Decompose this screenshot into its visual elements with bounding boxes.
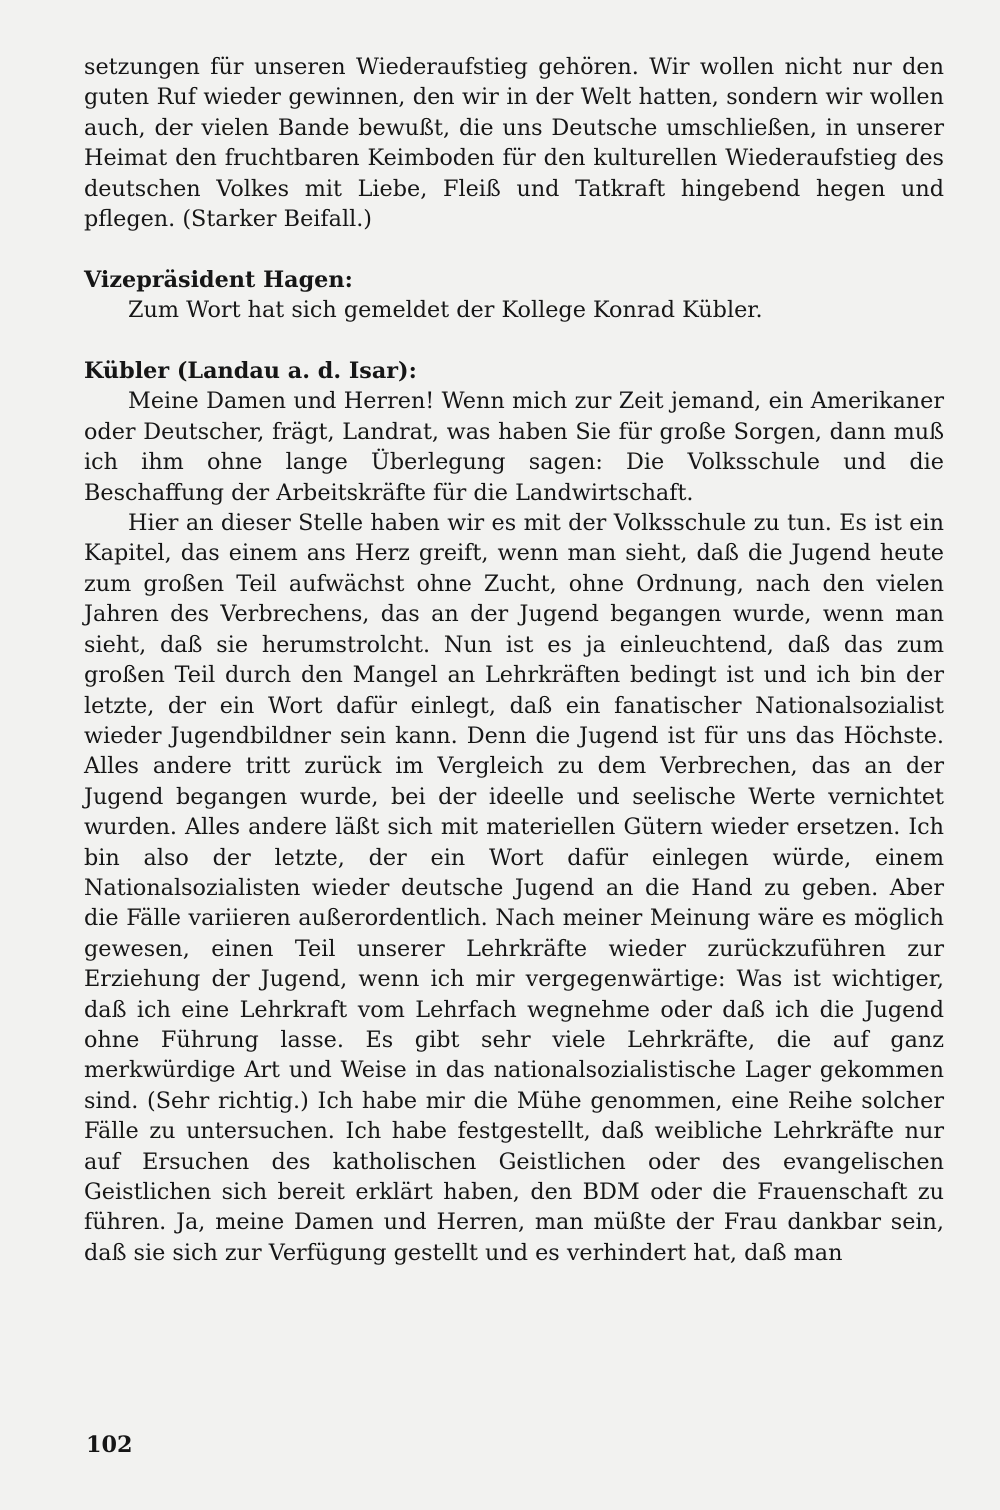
paragraph-2: Zum Wort hat sich gemeldet der Kollege Konrad Kübler.	[128, 297, 763, 324]
speaker-heading-kuebler: Kübler (Landau a. d. Isar):	[84, 358, 417, 385]
page-body	[84, 52, 944, 1268]
paragraph-4: Hier an dieser Stelle haben wir es mit der Volksschule zu tun. Es ist ein Kapitel, das einem ans Herz greift, wenn man sieht, daß die Jugend heute zum großen Teil aufwächst ohne Zucht, ohne Ordnung, nach den vielen Jahren des Verbrechens, das an der Jugend begangen wurde, wenn man sieht, daß sie herumstrolcht. Nun ist es ja einleuchtend, daß das zum großen Teil durch den Mangel an Lehrkräften bedingt ist und ich bin der letzte, der ein Wort dafür einlegt, daß ein fanatischer Nationalsozialist wieder Jugendbildner sein kann. Denn die Jugend ist für uns das Höchste. Alles andere tritt zurück im Vergleich zu dem Verbrechen, das an der Jugend begangen wurde, bei der ideelle und seelische Werte vernichtet wurden. Alles andere läßt sich mit materiellen Gütern wieder ersetzen. Ich bin also der letzte, der ein Wort dafür einlegen würde, einem Nationalsozialisten wieder deutsche Jugend an die Hand zu geben. Aber die Fälle variieren außerordentlich. Nach meiner Meinung wäre es möglich gewesen, einen Teil unserer Lehrkräfte wieder zurückzuführen zur Erziehung der Jugend, wenn ich mir vergegenwärtige: Was ist wichtiger, daß ich eine Lehrkraft vom Lehrfach wegnehme oder daß ich die Jugend ohne Führung lasse. Es gibt sehr viele Lehrkräfte, die auf ganz merkwürdige Art und Weise in das nationalsozialistische Lager gekommen sind. (Sehr richtig.) Ich habe mir die Mühe genommen, eine Reihe solcher Fälle zu untersuchen. Ich habe festgestellt, daß weibliche Lehrkräfte nur auf Ersuchen des katholischen Geistlichen oder des evangelischen Geistlichen sich bereit erklärt haben, den BDM oder die Frauenschaft zu führen. Ja, meine Damen und Herren, man müßte der Frau dankbar sein, daß sie sich zur Verfügung gestellt und es verhindert hat, daß man	[84, 510, 944, 1266]
paragraph-3: Meine Damen und Herren! Wenn mich zur Zeit jemand, ein Amerikaner oder Deutscher, frägt, Landrat, was haben Sie für große Sorgen, dann muß ich ihm ohne lange Überlegung sagen: Die Volksschule und die Beschaffung der Arbeitskräfte für die Landwirtschaft.	[84, 388, 944, 506]
page-number: 102	[86, 1432, 133, 1458]
speaker-heading-vizepraesident: Vizepräsident Hagen:	[84, 266, 353, 293]
paragraph-1: setzungen für unseren Wiederaufstieg gehören. Wir wollen nicht nur den guten Ruf wieder gewinnen, den wir in der Welt hatten, sondern wir wollen auch, der vielen Bande bewußt, die uns Deutsche umschließen, in unserer Heimat den fruchtbaren Keimboden für den kulturellen Wiederaufstieg des deutschen Volkes mit Liebe, Fleiß und Tatkraft hingebend hegen und pflegen. (Starker Beifall.)	[84, 54, 944, 233]
